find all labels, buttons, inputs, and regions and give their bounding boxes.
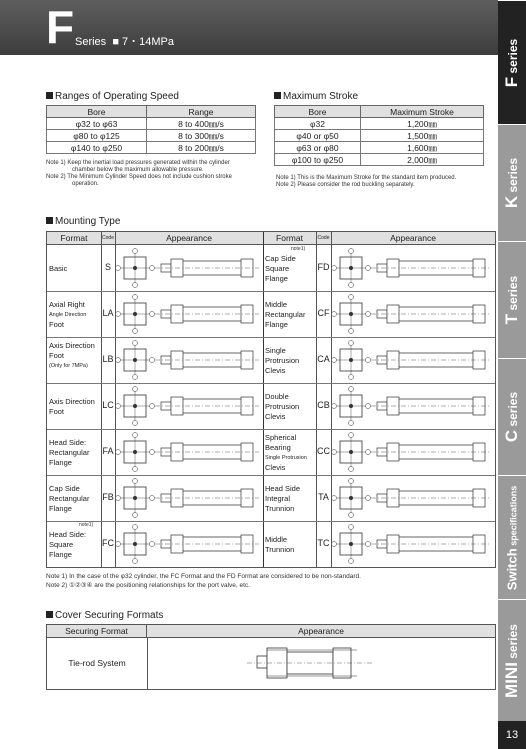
drawing-fb: [116, 479, 260, 518]
drawing-ta: [332, 479, 492, 518]
mounting-table: [46, 231, 496, 568]
tab-mini-series[interactable]: MINI series: [498, 599, 526, 721]
tab-switch-specifications[interactable]: Switch specifications: [498, 475, 526, 599]
format-lc: Axis Direction Foot: [49, 397, 95, 416]
header-format-left: Format: [47, 232, 101, 245]
header-appearance-left: Appearance: [115, 232, 263, 245]
code-ca: CA: [317, 354, 330, 364]
mounting-notes: Note 1) In the case of the φ32 cylinder, the FC Format and the FD Format are considered to be non-standard. Note 2) ①②③④ are the positioning relationships for the port valve, etc.: [46, 573, 361, 589]
code-lb: LB: [102, 354, 114, 364]
page-number: 13: [498, 721, 526, 749]
header-securing-format: Securing Format: [47, 625, 147, 638]
header-format-right: Format: [263, 232, 316, 245]
code-la: LA: [102, 308, 114, 318]
drawing-fc: [116, 525, 260, 564]
stroke-notes: Note 1) This is the Maximum Stroke for the standard item produced. Note 2) Please consider the rod buckling separately.: [276, 175, 457, 188]
format-fd: Cap Side Square Flange: [265, 254, 296, 283]
format-tc: Middle Trunnion: [265, 535, 295, 554]
code-fc: FC: [102, 538, 114, 548]
drawing-cb: [332, 387, 492, 426]
table-row: φ140 to φ250 8 to 200㎜/s: [47, 142, 256, 154]
tab-k-series[interactable]: K series: [498, 124, 526, 241]
speed-heading: Ranges of Operating Speed: [46, 91, 179, 102]
format-ta: Head Side Integral Trunnion: [265, 484, 301, 513]
code-fa: FA: [102, 446, 114, 456]
format-lb: Axis Direction Foot (Only for 7MPa): [49, 341, 95, 369]
speed-table: Bore Range φ32 to φ63 8 to 400㎜/s φ80 to φ125 8 to 300㎜/s φ140 to φ250 8 to 200㎜/s: [46, 105, 256, 154]
stroke-table: Bore Maximum Stroke φ32 1,200㎜ φ40 or φ50 1,500㎜ φ63 or φ80 1,600㎜ φ100 to φ250 2,000㎜: [274, 105, 484, 166]
mounting-heading: Mounting Type: [46, 216, 120, 227]
code-fb: FB: [102, 492, 114, 502]
code-s: S: [104, 262, 111, 272]
format-note: note1): [79, 522, 94, 528]
format-fa: Head Side: Rectangular Flange: [49, 438, 90, 467]
series-letter: F: [46, 1, 75, 53]
format-cf: Middle Rectangular Flange: [265, 300, 306, 329]
header-cover-appearance: Appearance: [147, 625, 495, 638]
table-row: φ32 to φ63 8 to 400㎜/s: [47, 118, 256, 130]
drawing-tc: [332, 525, 492, 564]
drawing-lc: [116, 387, 260, 426]
stroke-heading: Maximum Stroke: [274, 91, 358, 102]
format-cc: Spherical Bearing Single Protrusion Clevis: [265, 433, 307, 472]
code-tc: TC: [317, 538, 330, 548]
code-lc: LC: [102, 400, 114, 410]
drawing-la: [116, 295, 260, 334]
table-row: φ32 1,200㎜: [275, 118, 484, 130]
drawing-ca: [332, 341, 492, 380]
format-la: Axial Right Angle Direction Foot: [49, 300, 87, 329]
table-row: φ40 or φ50 1,500㎜: [275, 130, 484, 142]
code-cc: CC: [317, 446, 330, 456]
cover-table: [46, 624, 496, 690]
drawing-fa: [116, 433, 260, 472]
format-s: Basic: [49, 264, 68, 273]
drawing-cc: [332, 433, 492, 472]
cover-heading: Cover Securing Formats: [46, 610, 163, 621]
code-ta: TA: [318, 492, 329, 502]
tie-rod-drawing: [147, 638, 495, 689]
format-ca: Single Protrusion Clevis: [265, 346, 300, 375]
drawing-s: [116, 249, 260, 288]
format-fc: Head Side: Square Flange: [49, 530, 87, 559]
format-cb: Double Protrusion Clevis: [265, 392, 300, 421]
code-fd: FD: [317, 262, 330, 272]
header-code-right: Code: [316, 232, 331, 245]
drawing-fd: [332, 249, 492, 288]
page-header: [0, 0, 498, 55]
header-code-left: Code: [101, 232, 115, 245]
tab-f-series[interactable]: F series: [498, 0, 526, 124]
tie-rod-label: Tie-rod System: [68, 658, 126, 668]
format-note: note1): [291, 246, 306, 252]
series-subtitle: Series ■ 7・14MPa: [75, 36, 174, 48]
table-row: φ100 to φ250 2,000㎜: [275, 154, 484, 166]
tab-c-series[interactable]: C series: [498, 358, 526, 475]
header-appearance-right: Appearance: [331, 232, 495, 245]
format-fb: Cap Side Rectangular Flange: [49, 484, 90, 513]
table-row: φ63 or φ80 1,600㎜: [275, 142, 484, 154]
speed-notes: Note 1) Keep the inertial load pressures generated within the cylinder chamber below the maximum allowable pressure. Note 2) The Minimum Cylinder Speed does not include cushion stroke operation.: [46, 160, 232, 187]
tab-t-series[interactable]: T series: [498, 241, 526, 358]
code-cf: CF: [317, 308, 330, 318]
drawing-lb: [116, 341, 260, 380]
code-cb: CB: [317, 400, 330, 410]
table-row: φ80 to φ125 8 to 300㎜/s: [47, 130, 256, 142]
drawing-cf: [332, 295, 492, 334]
